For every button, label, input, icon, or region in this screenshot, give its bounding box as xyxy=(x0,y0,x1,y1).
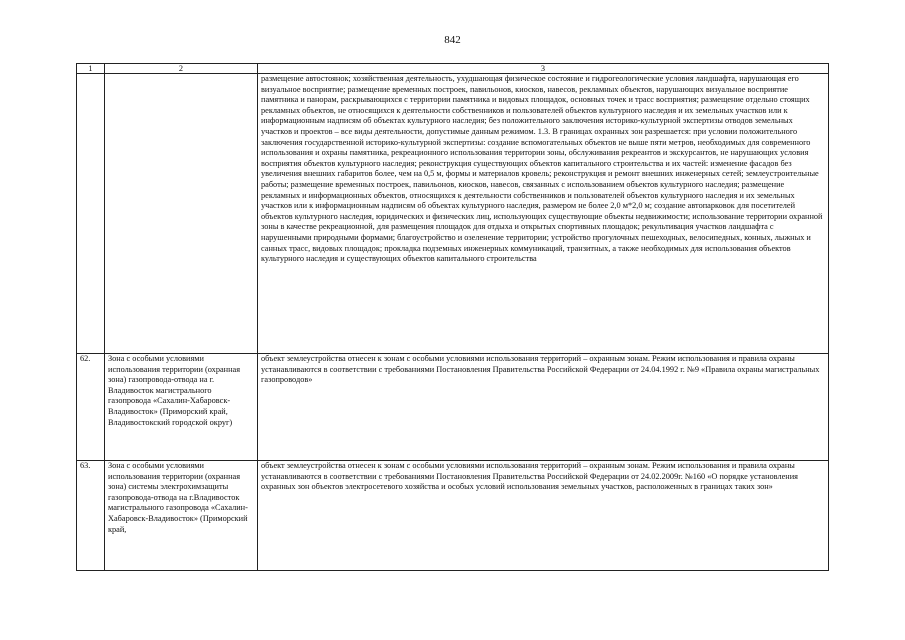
column-header-1: 1 xyxy=(77,64,105,74)
row-regime-text xyxy=(258,74,829,354)
page-number: 842 xyxy=(444,34,461,46)
row-object-name xyxy=(105,74,258,354)
row-object-name: Зона с особыми условиями использования территории (охранная зона) газопровода-отвода на г. Владивосток магистрального газопровода «Сахалин-Хабаровск-Владивосток» (Приморский край, Владивостокский городской округ) xyxy=(105,354,258,461)
table-row xyxy=(77,74,829,354)
row-number xyxy=(77,74,105,354)
regime-paragraph: объект землеустройства отнесен к зонам с особыми условиями использования территорий – охранным зонам. Режим использования и правила охраны устанавливаются в соответствии с требованиями Постановления Правительства Российской Федерации от 24.02.2009г. №160 «О порядке установления охранных зон объектов электросетевого хозяйства и особых условий использования земельных участков, расположенных в границах таких зон» xyxy=(261,461,799,492)
column-header-3: 3 xyxy=(258,64,829,74)
regime-paragraph: объект землеустройства отнесен к зонам с особыми условиями использования территорий – охранным зонам. Режим использования и правила охраны устанавливаются в соответствии с требованиями Постановления Правительства Российской Федерации от 24.04.1992 г. №9 «Правила охраны магистральных газопроводов» xyxy=(261,354,820,385)
regulation-table xyxy=(76,63,829,571)
row-number: 62. xyxy=(77,354,105,461)
row-object-name: Зона с особыми условиями использования территории (охранная зона) системы электрохимзащиты газопровода-отвода на г.Владивосток магистрального газопровода «Сахалин-Хабаровск-Владивосток» (Приморский край, xyxy=(105,461,258,571)
table-header-row xyxy=(77,64,829,74)
column-header-2: 2 xyxy=(105,64,258,74)
regime-paragraph: размещение автостоянок; хозяйственная деятельность, ухудшающая физическое состояние и гидрогеологические условия ландшафта, нарушающая его визуальное восприятие; размещение временных построек, павильонов, киосков, навесов, рекламных объектов, нарушающих визуальное восприятие памятника и панорам, раскрывающихся с территории памятника и видовых площадок, основных точек и трасс восприятия; размещение отдельно стоящих рекламных объектов, не относящихся к деятельности собственников и пользователей объектов культурного наследия и их земельных участков или к информационным надписям об объектах культурного наследия; без положительного заключения историко-культурной экспертизы отводов земельных участков и проектов – все виды деятельности, допустимые данным режимом. 1.3. В границах охранных зон разрешается: при условии положительного заключения государственной историко-культурной экспертизы: создание вспомогательных объектов не выше пяти метров, необходимых для современного использования и охраны памятника, рекреационного использования территории зоны, обслуживания рекреантов и экскурсантов, не нарушающих условия восприятия объектов культурного наследия; реконструкция существующих объектов капитального строительства и их частей: изменение фасадов без увеличения внешних габаритов более, чем на 0,5 м, формы и материалов кровель; реконструкция и ремонт внешних инженерных сетей; землеустроительные работы; размещение временных построек, павильонов, киосков, навесов, связанных с использованием объектов культурного наследия; размещение рекламных и информационных объектов, относящихся к деятельности собственников и пользователей объектов культурного наследия и их земельных участков или к информационным надписям об объектах культурного наследия, размером не более 2,0 м*2,0 м; создание автопарковок для посетителей объектов культурного наследия, юридических и физических лиц, использующих существующие объекты недвижимости; использование территории охранной зоны в качестве рекреационной, для размещения площадок для отдыха и открытых спортивных площадок; рекультивация участков ландшафта с нарушенными природными формами; благоустройство и озеленение территории; устройство прогулочных пешеходных, велосипедных, конных, лыжных и санных трасс, видовых площадок; прокладка подземных инженерных коммуникаций, транзитных, а также необходимых для использования объектов культурного наследия и существующих объектов капитального строительства xyxy=(261,74,823,264)
row-regime-text xyxy=(258,354,829,461)
table-row xyxy=(77,461,829,571)
row-regime-text xyxy=(258,461,829,571)
table-row xyxy=(77,354,829,461)
row-number: 63. xyxy=(77,461,105,571)
